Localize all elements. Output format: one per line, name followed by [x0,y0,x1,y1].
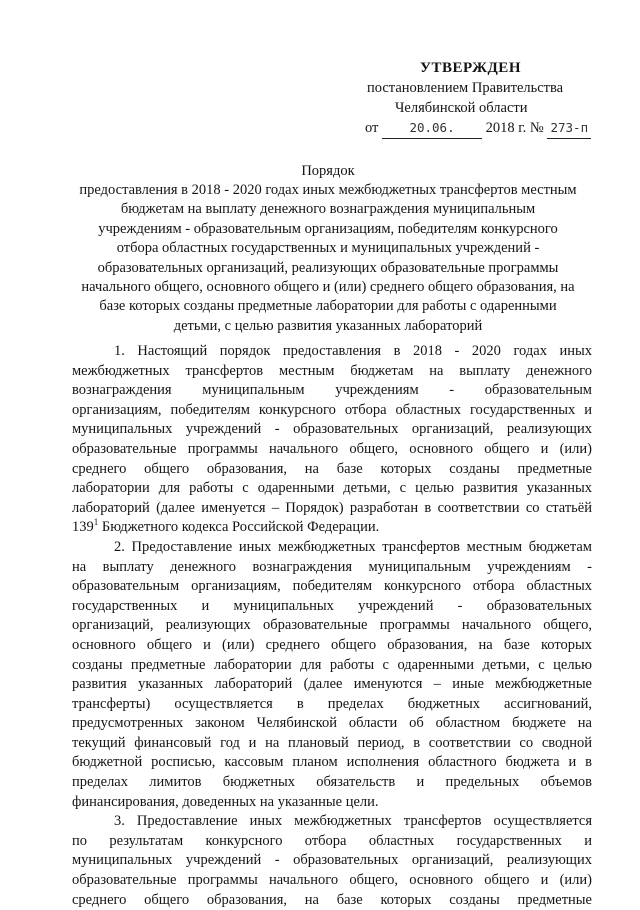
paragraph-3-line: образовательные программы начального общего, основного общего и (или) [72,872,592,889]
handwritten-date: 20.06. [382,118,482,139]
code-reference: Бюджетного кодекса Российской Федерации. [98,519,380,536]
paragraph-2-line: на выплату денежного вознаграждения муниципальным учреждениям - [72,558,592,575]
subtitle-line: учреждениям - образовательным организациям, победителям конкурсного [98,220,558,237]
paragraph-1-line: среднего общего образования, на базе которых созданы предметные [72,460,592,477]
year-number-text: 2018 г. № [485,120,544,136]
subtitle-line: отбора областных государственных и муниципальных учреждений - [116,240,540,257]
handwritten-number: 273-п [547,118,591,139]
paragraph-2-line: предусмотренных законом Челябинской области об областном бюджете на [72,715,592,732]
paragraph-1-line: муниципальных учреждений - образовательных организаций, реализующих [72,421,592,438]
paragraph-2-line: трансферты) осуществляется в пределах бюджетных ассигнований, [72,695,592,712]
paragraph-1-line: вознаграждения муниципальным учреждениям - образовательным [72,382,592,399]
paragraph-2-line: развития указанных лабораторий (далее именуются – иные межбюджетные [72,676,592,693]
approved-heading: УТВЕРЖДЕН [420,60,521,76]
subtitle-line: образовательных организаций, реализующих образовательные программы [97,259,559,276]
document-body [72,342,592,910]
paragraph-2-line: государственных и муниципальных учреждений - образовательных [72,597,592,614]
paragraph-2-line: образовательным организациям, победителям конкурсного отбора областных [72,578,592,595]
approval-line-date-number [360,118,600,139]
paragraph-1-line: образовательные программы начального общего, основного общего и (или) [72,440,592,457]
article-superscript: 1 [93,518,99,528]
paragraph-2-line: организаций, реализующих образовательные программы начального общего, [72,617,592,634]
paragraph-2-line: текущий финансовый год и на плановый период, в соответствии со сводной [72,734,592,751]
paragraph-1-line: лабораторий (далее именуется – Порядок) разработан в соответствии со статьёй [72,499,592,516]
paragraph-3-line: муниципальных учреждений - образовательных организаций, реализующих [72,852,592,869]
from-prefix: от [365,120,379,136]
paragraph-3-line: среднего общего образования, на базе которых созданы предметные [72,891,592,908]
subtitle-line: начального общего, основного общего и (или) среднего общего образования, на [81,279,575,296]
paragraph-2-line: созданы предметные лаборатории для работы с одаренными детьми, с целью [72,656,592,673]
paragraph-1-last-line [72,518,592,538]
approval-line-region: Челябинской области [395,100,528,116]
paragraph-3-line: 3. Предоставление иных межбюджетных трансфертов осуществляется [114,813,592,830]
subtitle-line: бюджетам на выплату денежного вознаграждения муниципальным [120,201,536,218]
article-number: 139 [72,519,94,536]
approval-stamp-block [360,58,600,139]
paragraph-1-line: лаборатории для работы с одаренными детьми, с целью развития указанных [72,480,592,497]
document-title: Порядок [301,163,355,179]
paragraph-3-line: по результатам конкурсного отбора областных государственных и [72,832,592,849]
paragraph-1-line: межбюджетных трансфертов местным бюджетам на выплату денежного [72,362,592,379]
approval-line-resolution: постановлением Правительства [367,80,564,96]
subtitle-line: детьми, с целью развития указанных лабораторий [173,317,483,334]
paragraph-2-line: пределах лимитов бюджетных обязательств и предельных объемов [72,774,592,791]
document-subtitle [68,181,588,336]
paragraph-2-line: 2. Предоставление иных межбюджетных трансфертов местным бюджетам [114,538,592,555]
paragraph-2-line: бюджетной росписью, кассовым планом исполнения областного бюджета и в [72,754,592,771]
paragraph-1-line: организациям, победителям конкурсного отбора областных государственных и [72,401,592,418]
paragraph-1-line: 1. Настоящий порядок предоставления в 2018 - 2020 годах иных [114,343,592,359]
subtitle-line: предоставления в 2018 - 2020 годах иных межбюджетных трансфертов местным [79,182,577,198]
subtitle-line: базе которых созданы предметные лаборатории для работы с одаренными [99,298,557,315]
paragraph-2-line: основного общего и (или) среднего общего образования, на базе которых [72,636,592,653]
paragraph-2-line: финансирования, доведенных на указанные цели. [72,793,379,810]
